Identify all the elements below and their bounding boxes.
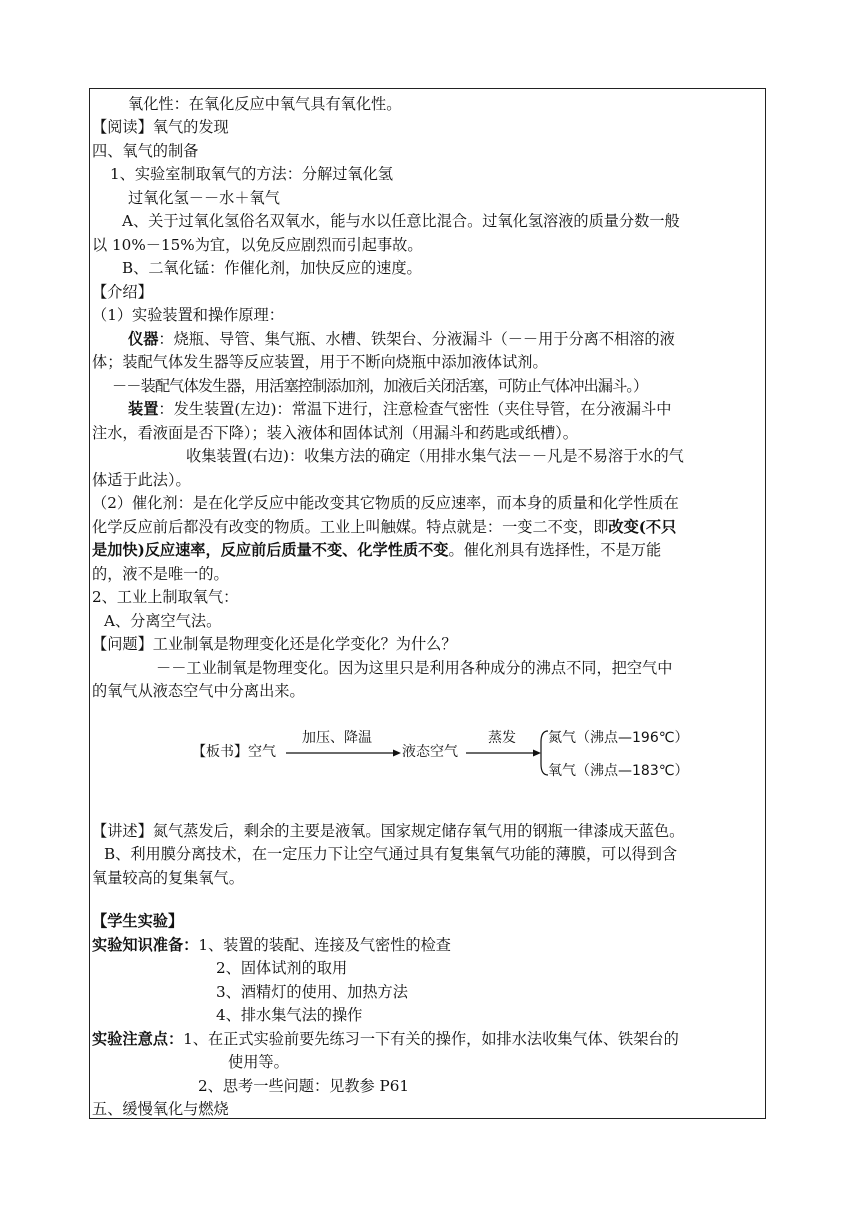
arrow2-head — [533, 750, 541, 757]
output-oxygen: 氧气（沸点—183℃） — [548, 763, 689, 779]
text-line: B、二氧化锰：作催化剂，加快反应的速度。 — [122, 259, 422, 277]
text-line: 体；装配气体发生器等反应装置，用于不断向烧瓶中添加液体试剂。 — [92, 353, 548, 371]
text-line: 使用等。 — [228, 1053, 289, 1071]
text-line: 【介绍】 — [92, 283, 153, 301]
brace — [541, 731, 548, 775]
text-line: 的，液不是唯一的。 — [92, 565, 229, 583]
text-line: 注水，看液面是否下降）；装入液体和固体试剂（用漏斗和药匙或纸槽）。 — [92, 424, 578, 442]
arrow1-head — [393, 750, 401, 757]
section-heading: 【学生实验】 — [92, 912, 184, 930]
text-line: 以 10%－15%为宜，以免反应剧烈而引起事故。 — [92, 236, 423, 254]
text-line — [92, 1029, 679, 1050]
section-heading: 四、氧气的制备 — [92, 142, 199, 160]
section-heading: 五、缓慢氧化与燃烧 — [92, 1100, 229, 1118]
text-line: A、关于过氧化氢俗名双氧水，能与水以任意比混合。过氧化氢溶液的质量分数一般 — [122, 212, 680, 230]
text-span: 化学反应前后都没有改变的物质。工业上叫触媒。特点就是：一变二不变，即 — [92, 518, 609, 536]
diagram-mid: 液态空气 — [402, 744, 458, 760]
text-line: 【讲述】氮气蒸发后，剩余的主要是液氧。国家规定储存氧气用的钢瓶一律漆成天蓝色。 — [92, 822, 685, 840]
arrow1-label: 加压、降温 — [302, 730, 372, 746]
text-line: 收集装置(右边)：收集方法的确定（用排水集气法－－凡是不易溶于水的气 — [186, 447, 684, 465]
text-line: A、分离空气法。 — [104, 612, 222, 630]
text-line: 体适于此法）。 — [92, 471, 191, 489]
text-span: 1、在正式实验前要先练习一下有关的操作，如排水法收集气体、铁架台的 — [183, 1030, 679, 1048]
label-bold: 装置 — [128, 400, 159, 418]
text-line: 4、排水集气法的操作 — [216, 1006, 363, 1024]
text-line: 3、酒精灯的使用、加热方法 — [216, 983, 408, 1001]
label-bold: 实验注意点： — [92, 1030, 184, 1048]
text-line: 2、固体试剂的取用 — [216, 959, 348, 977]
text-line: （2）催化剂：是在化学反应中能改变其它物质的反应速率，而本身的质量和化学性质在 — [92, 494, 679, 512]
diagram-label: 【板书】空气 — [192, 744, 276, 760]
output-nitrogen: 氮气（沸点—196℃） — [548, 730, 689, 746]
text-span: 1、装置的装配、连接及气密性的检查 — [198, 936, 451, 954]
text-line: 1、实验室制取氧气的方法：分解过氧化氢 — [110, 165, 394, 183]
arrow2-label: 蒸发 — [488, 730, 516, 746]
text-span: ：发生装置(左边)：常温下进行，注意检查气密性（夹住导管，在分液漏斗中 — [158, 400, 672, 418]
text-line: （1）实验装置和操作原理： — [92, 306, 284, 324]
text-line: 的氧气从液态空气中分离出来。 — [92, 682, 305, 700]
bold-span: 是加快)反应速率，反应前后质量不变、化学性质不变 — [92, 541, 449, 559]
text-line: 2、思考一些问题：见教参 P61 — [198, 1077, 410, 1095]
text-line: 氧化性：在氧化反应中氧气具有氧化性。 — [128, 95, 402, 113]
text-line: －－装配气体发生器，用活塞控制添加剂，加液后关闭活塞，可防止气体冲出漏斗。） — [112, 377, 648, 395]
text-line: B、利用膜分离技术，在一定压力下让空气通过具有复集氧气功能的薄膜，可以得到含 — [104, 845, 678, 863]
bold-span: 改变(不只 — [608, 518, 677, 536]
text-line: 氧量较高的复集氧气。 — [92, 869, 244, 887]
section-heading: 2、工业上制取氧气： — [92, 588, 239, 606]
label-bold: 实验知识准备： — [92, 936, 199, 954]
text-span: 。催化剂具有选择性，不是万能 — [448, 541, 662, 559]
text-line: 【问题】工业制氧是物理变化还是化学变化？为什么？ — [92, 635, 457, 653]
text-span: ：烧瓶、导管、集气瓶、水槽、铁架台、分液漏斗（－－用于分离不相溶的液 — [158, 330, 675, 348]
label-bold: 仪器 — [128, 330, 159, 348]
text-line — [92, 935, 451, 956]
equation-line: 过氧化氢－－水＋氧气 — [128, 189, 280, 207]
text-line: －－工业制氧是物理变化。因为这里只是利用各种成分的沸点不同，把空气中 — [156, 659, 673, 677]
text-line: 【阅读】氧气的发现 — [92, 118, 229, 136]
